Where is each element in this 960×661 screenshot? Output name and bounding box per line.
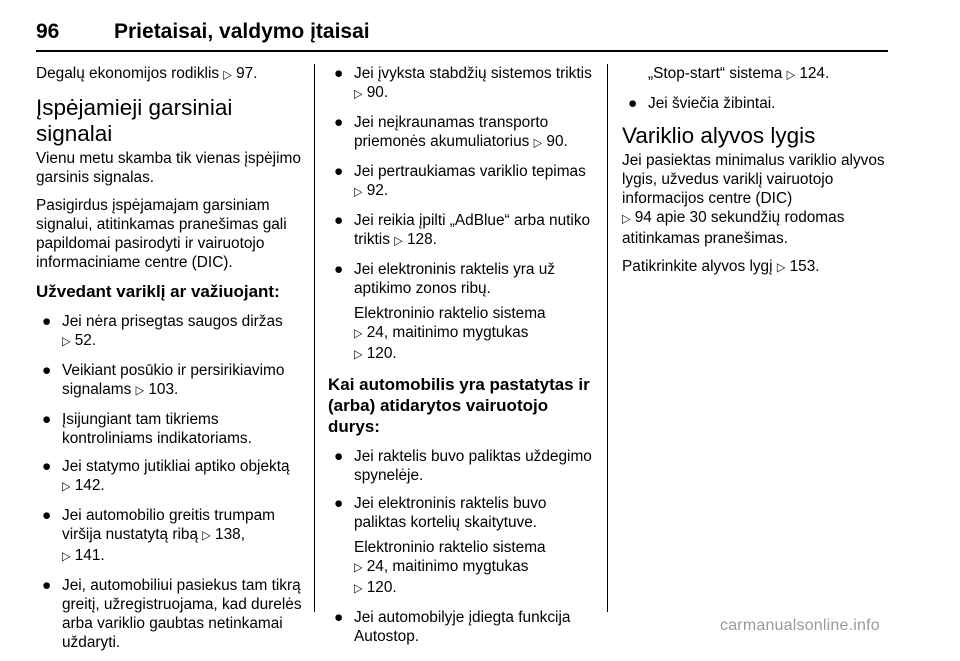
page-reference-triangle-icon: ▷: [135, 384, 145, 398]
list-item: ● Jei įvyksta stabdžių sistemos triktis ▷ 90.: [328, 64, 596, 104]
page-reference[interactable]: 24, maitinimo mygtukas: [366, 558, 529, 575]
page-reference[interactable]: 94: [634, 209, 652, 226]
list-item: ● Veikiant posūkio ir persirikiavimo signalams ▷ 103.: [36, 361, 302, 401]
bullet-dot-icon: ●: [334, 495, 344, 512]
watermark: carmanualsonline.info: [720, 617, 880, 634]
intro-paragraph: Degalų ekonomijos rodiklis ▷ 97.: [36, 64, 302, 85]
list-item: ● Jei statymo jutikliai aptiko objektą ▷ 142.: [36, 457, 302, 497]
bullet-dot-icon: ●: [334, 609, 344, 626]
page-reference-triangle-icon: ▷: [354, 87, 363, 101]
bullet-dot-icon: ●: [42, 362, 52, 379]
list-item: ● Įsijungiant tam tikriems kontroliniams indikatoriams.: [42, 411, 252, 447]
page-header: [36, 20, 888, 52]
list-item: ● Jei elektroninis raktelis buvo paliktas kortelių skaitytuve.: [334, 495, 547, 531]
page-number: 96: [36, 20, 60, 43]
page-title: Prietaisai, valdymo įtaisai: [114, 20, 370, 43]
bullet-dot-icon: ●: [42, 507, 52, 524]
sub-paragraph: Elektroninio raktelio sistema ▷ 24, maitinimo mygtukas ▷ 120.: [354, 538, 596, 599]
page-reference-triangle-icon: ▷: [354, 561, 363, 575]
list-item: ● Jei nėra prisegtas saugos diržas ▷ 52.: [36, 312, 302, 352]
page-reference[interactable]: 90.: [366, 84, 389, 101]
list-item: ● Jei pertraukiamas variklio tepimas ▷ 92.: [328, 162, 596, 202]
page-reference-triangle-icon: ▷: [223, 68, 232, 82]
page-reference[interactable]: 103.: [148, 381, 179, 398]
bullet-list: [328, 608, 596, 646]
page-reference-triangle-icon: ▷: [354, 348, 363, 362]
column-divider: [314, 64, 315, 612]
bullet-dot-icon: ●: [334, 65, 344, 82]
page-reference[interactable]: 120.: [366, 579, 397, 596]
page-reference[interactable]: 153.: [789, 258, 820, 275]
page-reference-triangle-icon: ▷: [62, 480, 71, 494]
page-reference[interactable]: 142.: [74, 477, 105, 494]
page-reference-triangle-icon: ▷: [62, 335, 71, 349]
column-divider: [607, 64, 608, 612]
bullet-dot-icon: ●: [334, 261, 344, 278]
list-item: ● Jei automobilio greitis trumpam viršija nustatytą ribą ▷ 138, ▷ 141.: [36, 506, 302, 567]
bullet-dot-icon: ●: [42, 577, 52, 594]
page-reference-triangle-icon: ▷: [354, 185, 363, 199]
page-reference-triangle-icon: ▷: [622, 212, 631, 226]
page-reference[interactable]: 97.: [236, 65, 258, 82]
list-item: ● Jei automobilyje įdiegta funkcija Autostop.: [334, 609, 571, 645]
page-reference[interactable]: 52.: [74, 332, 97, 349]
column-3: [622, 64, 888, 287]
subheading-starting-driving: Užvedant variklį ar važiuojant:: [36, 282, 280, 301]
page-reference-triangle-icon: ▷: [786, 68, 796, 82]
list-item: ● Jei, automobiliui pasiekus tam tikrą greitį, užregistruojama, kad durelės arba variklio gaubtas netinkamai uždaryti.: [42, 577, 302, 651]
bullet-dot-icon: ●: [42, 313, 52, 330]
subheading-parked: Kai automobilis yra pastatytas ir (arba) atidarytos vairuotojo durys:: [328, 375, 590, 436]
page-reference[interactable]: 124.: [799, 65, 830, 82]
sub-paragraph: Elektroninio raktelio sistema ▷ 24, maitinimo mygtukas ▷ 120.: [354, 304, 596, 365]
list-item: ● Jei raktelis buvo paliktas uždegimo spynelėje.: [334, 448, 592, 484]
paragraph: Pasigirdus įspėjamajam garsiniam signalui, atitinkamas pranešimas gali papildomai pasirodyti ir vairuotojo informaciniame centre (DIC).: [36, 197, 287, 271]
page-reference[interactable]: 92.: [366, 182, 389, 199]
bullet-dot-icon: ●: [42, 411, 52, 428]
bullet-dot-icon: ●: [334, 114, 344, 131]
column-1: [36, 64, 302, 661]
page-reference[interactable]: 24, maitinimo mygtukas: [366, 324, 529, 341]
page-reference[interactable]: 138,: [215, 526, 246, 543]
continued-text: „Stop-start“ sistema ▷ 124.: [648, 64, 888, 85]
list-item: ● Jei šviečia žibintai.: [628, 95, 776, 112]
page-reference[interactable]: 120.: [366, 345, 397, 362]
bullet-list: [328, 447, 596, 532]
page-reference-triangle-icon: ▷: [776, 261, 786, 275]
section-heading-engine-oil-level: Variklio alyvos lygis: [622, 123, 816, 148]
page-reference-triangle-icon: ▷: [533, 136, 543, 150]
bullet-dot-icon: ●: [628, 95, 638, 112]
bullet-list: [328, 64, 596, 298]
bullet-dot-icon: ●: [334, 448, 344, 465]
list-item: ● Jei elektroninis raktelis yra už aptikimo zonos ribų.: [334, 261, 556, 297]
bullet-dot-icon: ●: [334, 212, 344, 229]
section-heading-warning-chimes: Įspėjamieji garsiniai signalai: [36, 95, 233, 146]
page-reference[interactable]: 141.: [74, 547, 105, 564]
paragraph: Patikrinkite alyvos lygį ▷ 153.: [622, 257, 888, 278]
page-reference-triangle-icon: ▷: [354, 327, 363, 341]
paragraph: Jei pasiektas minimalus variklio alyvos lygis, užvedus variklį vairuotojo informacijos centre (DIC) ▷ 94 apie 30 sekundžių rodomas atitinkamas pranešimas.: [622, 152, 885, 247]
page-reference[interactable]: 128.: [406, 231, 437, 248]
bullet-dot-icon: ●: [42, 458, 52, 475]
page-reference-triangle-icon: ▷: [394, 234, 403, 248]
page-reference[interactable]: 90.: [546, 133, 568, 150]
list-item: ● Jei reikia įpilti „AdBlue“ arba nutiko triktis ▷ 128.: [328, 211, 596, 251]
column-2: [328, 64, 596, 655]
bullet-list: [36, 312, 302, 652]
page-reference-triangle-icon: ▷: [354, 582, 363, 596]
list-item: ● Jei neįkraunamas transporto priemonės akumuliatorius ▷ 90.: [328, 113, 596, 153]
bullet-list: [622, 94, 888, 113]
page-reference-triangle-icon: ▷: [62, 550, 71, 564]
paragraph: Vienu metu skamba tik vienas įspėjimo garsinis signalas.: [36, 150, 301, 186]
bullet-dot-icon: ●: [334, 163, 344, 180]
page-reference-triangle-icon: ▷: [202, 529, 211, 543]
